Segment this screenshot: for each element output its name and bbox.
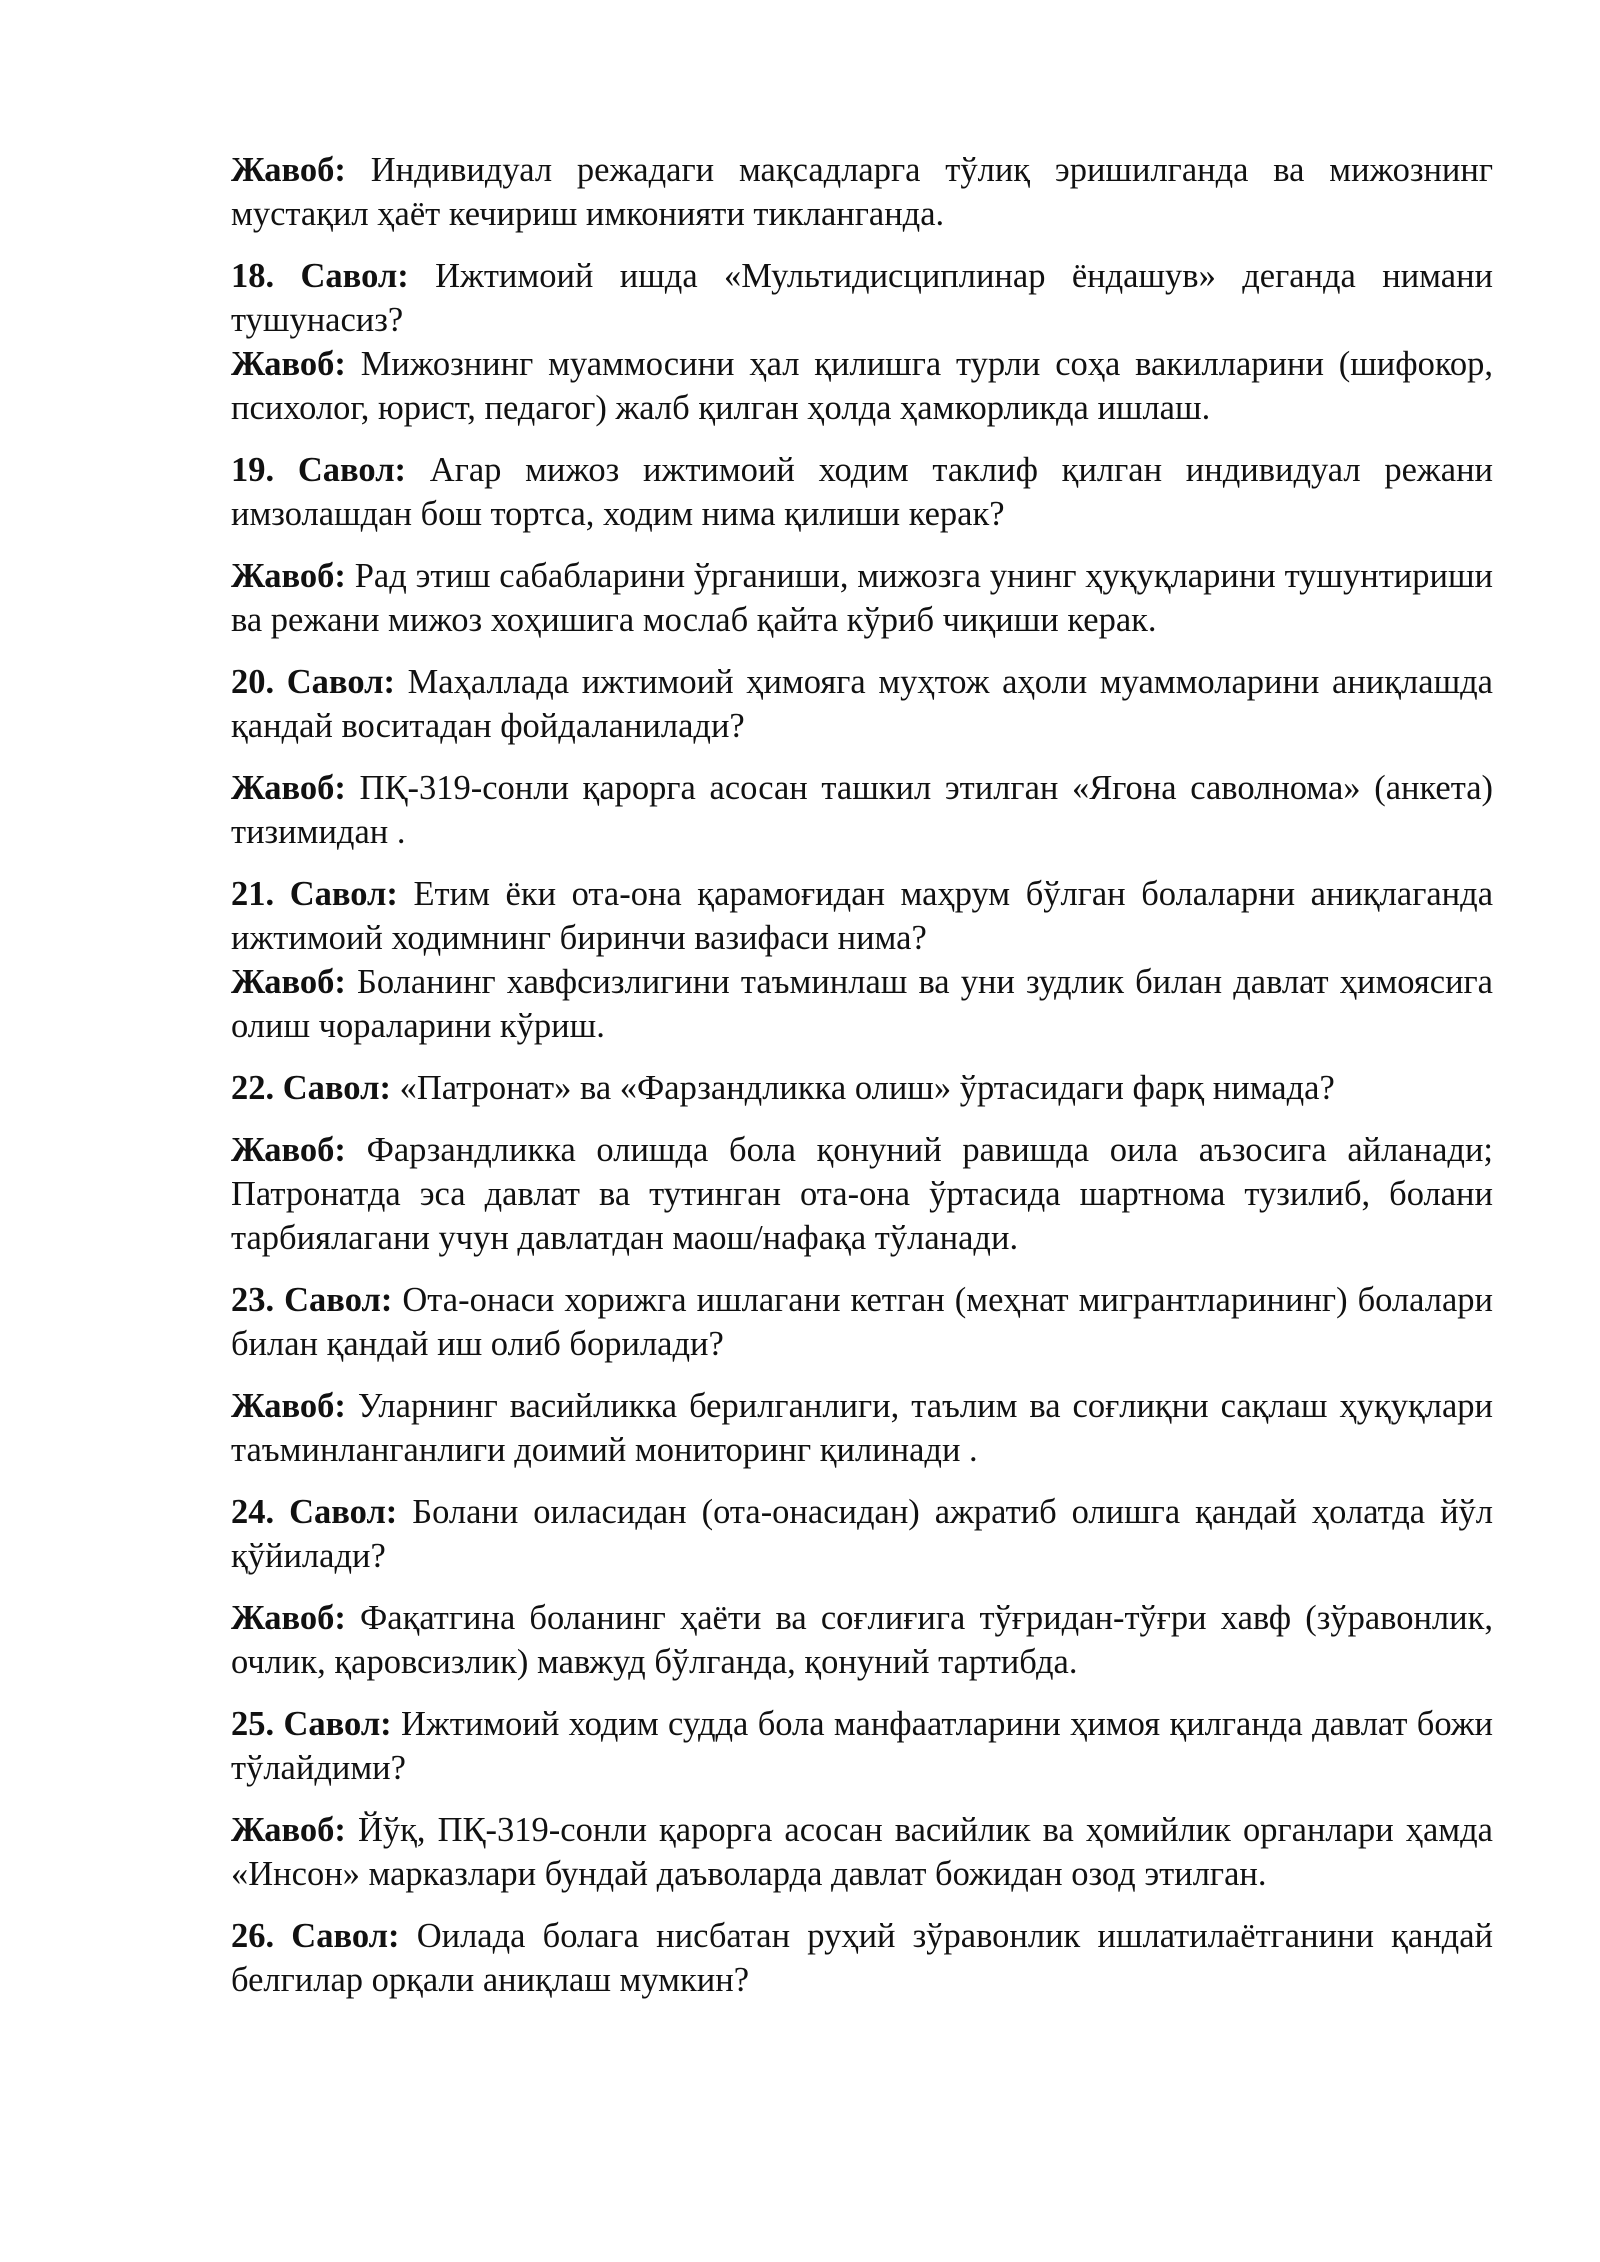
answer-paragraph (231, 1384, 1493, 1472)
answer-paragraph (231, 148, 1493, 236)
question-text: Ота-онаси хорижга ишлагани кетган (меҳнат мигрантларининг) болалари билан қандай иш олиб борилади? (231, 1281, 1494, 1363)
question-label: 19. Савол: (231, 451, 407, 489)
question-paragraph (231, 254, 1493, 342)
question-paragraph (231, 1914, 1493, 2002)
answer-text: Боланинг хавфсизлигини таъминлаш ва уни зудлик билан давлат ҳимоясига олиш чораларини кўриш. (231, 963, 1493, 1045)
answer-text: Фарзандликка олишда бола қонуний равишда оила аъзосига айланади; Патронатда эса давлат ва тутинган ота-она ўртасида шартнома тузилиб, болани тарбиялагани учун давлатдан маош/нафақа тўланади. (231, 1131, 1493, 1257)
question-text: Етим ёки ота-она қарамоғидан маҳрум бўлган болаларни аниқлаганда ижтимоий ходимнинг биринчи вазифаси нима? (231, 875, 1494, 957)
question-label: 23. Савол: (231, 1281, 393, 1319)
question-label: 26. Савол: (231, 1917, 400, 1955)
question-text: Болани оиласидан (ота-онасидан) ажратиб олишга қандай ҳолатда йўл қўйилади? (231, 1493, 1493, 1575)
answer-paragraph (231, 342, 1493, 430)
question-label: 24. Савол: (231, 1493, 398, 1531)
answer-text: Уларнинг васийликка берилганлиги, таълим ва соғлиқни сақлаш ҳуқуқлари таъминланганлиги доимий мониторинг қилинади . (231, 1387, 1493, 1469)
answer-label: Жавоб: (231, 769, 346, 807)
answer-label: Жавоб: (231, 1811, 346, 1849)
question-text: «Патронат» ва «Фарзандликка олиш» ўртасидаги фарқ нимада? (390, 1069, 1335, 1107)
answer-paragraph (231, 766, 1493, 854)
question-paragraph (231, 1702, 1493, 1790)
question-label: 22. Савол: (231, 1069, 391, 1107)
question-label: 25. Савол: (231, 1705, 392, 1743)
answer-paragraph (231, 1596, 1493, 1684)
answer-label: Жавоб: (231, 345, 346, 383)
answer-paragraph (231, 1808, 1493, 1896)
answer-paragraph (231, 1128, 1493, 1260)
answer-paragraph (231, 960, 1493, 1048)
answer-label: Жавоб: (231, 1131, 346, 1169)
question-paragraph (231, 1278, 1493, 1366)
question-text: Оилада болага нисбатан руҳий зўравонлик ишлатилаётганини қандай белгилар орқали аниқлаш мумкин? (231, 1917, 1493, 1999)
document-page (231, 148, 1493, 2020)
answer-label: Жавоб: (231, 963, 346, 1001)
answer-text: Индивидуал режадаги мақсадларга тўлиқ эришилганда ва мижознинг мустақил ҳаёт кечириш имконияти тикланганда. (231, 151, 1493, 233)
answer-text: Йўқ, ПҚ-319-сонли қарорга асосан васийлик ва ҳомийлик органлари ҳамда «Инсон» марказлари бундай даъволарда давлат божидан озод этилган. (231, 1811, 1493, 1893)
answer-label: Жавоб: (231, 1599, 346, 1637)
answer-label: Жавоб: (231, 1387, 346, 1425)
question-text: Ижтимоий ходим судда бола манфаатларини ҳимоя қилганда давлат божи тўлайдими? (231, 1705, 1494, 1787)
answer-label: Жавоб: (231, 557, 346, 595)
answer-text: Рад этиш сабабларини ўрганиши, мижозга унинг ҳуқуқларини тушунтириши ва режани мижоз хоҳишига мослаб қайта кўриб чиқиши керак. (231, 557, 1493, 639)
question-paragraph (231, 448, 1493, 536)
answer-text: Фақатгина боланинг ҳаёти ва соғлиғига тўғридан-тўғри хавф (зўравонлик, очлик, қаровсизлик) мавжуд бўлганда, қонуний тартибда. (231, 1599, 1493, 1681)
answer-text: Мижознинг муаммосини ҳал қилишга турли соҳа вакилларини (шифокор, психолог, юрист, педагог) жалб қилган ҳолда ҳамкорликда ишлаш. (231, 345, 1493, 427)
question-paragraph (231, 1490, 1493, 1578)
question-text: Ижтимоий ишда «Мультидисциплинар ёндашув» деганда нимани тушунасиз? (231, 257, 1494, 339)
question-paragraph (231, 660, 1493, 748)
answer-paragraph (231, 554, 1493, 642)
question-paragraph (231, 872, 1493, 960)
question-label: 21. Савол: (231, 875, 398, 913)
question-text: Агар мижоз ижтимоий ходим таклиф қилган индивидуал режани имзолашдан бош тортса, ходим нима қилиши керак? (231, 451, 1494, 533)
answer-text: ПҚ-319-сонли қарорга асосан ташкил этилган «Ягона саволнома» (анкета) тизимидан . (231, 769, 1493, 851)
question-paragraph (231, 1066, 1493, 1110)
question-label: 18. Савол: (231, 257, 409, 295)
answer-label: Жавоб: (231, 151, 346, 189)
question-label: 20. Савол: (231, 663, 395, 701)
question-text: Маҳаллада ижтимоий ҳимояга муҳтож аҳоли муаммоларини аниқлашда қандай воситадан фойдаланилади? (231, 663, 1493, 745)
